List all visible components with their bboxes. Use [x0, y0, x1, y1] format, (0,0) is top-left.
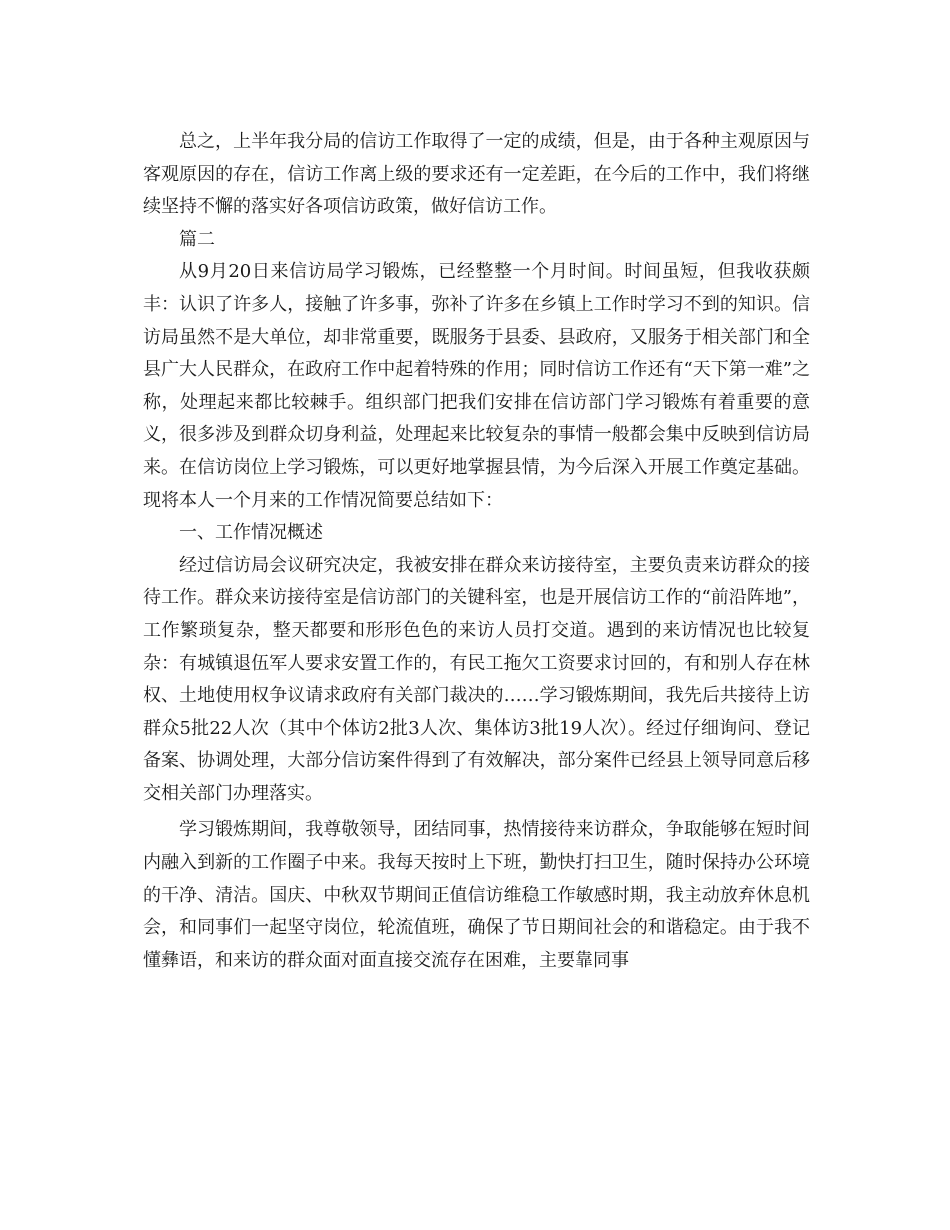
- paragraph-study-period: 学习锻炼期间，我尊敬领导，团结同事，热情接待来访群众，争取能够在短时间内融入到新的工作圈子中来。我每天按时上下班，勤快打扫卫生，随时保持办公环境的干净、清洁。国庆、中秋双节期间正值信访维稳工作敏感时期，我主动放弃休息机会，和同事们一起坚守岗位，轮流值班，确保了节日期间社会的和谐稳定。由于我不懂彝语，和来访的群众面对面直接交流存在困难，主要靠同事: [143, 819, 810, 971]
- paragraph-introduction: 从9月20日来信访局学习锻炼，已经整整一个月时间。时间虽短，但我收获颇丰：认识了许多人，接触了许多事，弥补了许多在乡镇上工作时学习不到的知识。信访局虽然不是大单位，却非常重要，既服务于县委、县政府，又服务于相关部门和全县广大人民群众，在政府工作中起着特殊的作用；同时信访工作还有“天下第一难”之称，处理起来都比较棘手。组织部门把我们安排在信访部门学习锻炼有着重要的意义，很多涉及到群众切身利益，处理起来比较复杂的事情一般都会集中反映到信访局来。在信访岗位上学习锻炼，可以更好地掌握县情，为今后深入开展工作奠定基础。现将本人一个月来的工作情况简要总结如下：: [143, 261, 810, 511]
- document-page: [143, 126, 810, 977]
- section-heading-work-overview: 一、工作情况概述: [179, 522, 323, 544]
- paragraph-conclusion: 总之，上半年我分局的信访工作取得了一定的成绩，但是，由于各种主观原因与客观原因的存在，信访工作离上级的要求还有一定差距，在今后的工作中，我们将继续坚持不懈的落实好各项信访政策，做好信访工作。: [143, 131, 810, 218]
- paragraph-work-overview: 经过信访局会议研究决定，我被安排在群众来访接待室，主要负责来访群众的接待工作。群众来访接待室是信访部门的关键科室，也是开展信访工作的“前沿阵地”，工作繁琐复杂，整天都要和形形色色的来访人员打交道。遇到的来访情况也比较复杂：有城镇退伍军人要求安置工作的，有民工拖欠工资要求讨回的，有和别人存在林权、土地使用权争议请求政府有关部门裁决的……学习锻炼期间，我先后共接待上访群众5批22人次（其中个体访2批3人次、集体访3批19人次）。经过仔细询问、登记备案、协调处理，大部分信访案件得到了有效解决，部分案件已经县上领导同意后移交相关部门办理落实。: [143, 554, 810, 804]
- section-heading-part-two: 篇二: [179, 228, 215, 250]
